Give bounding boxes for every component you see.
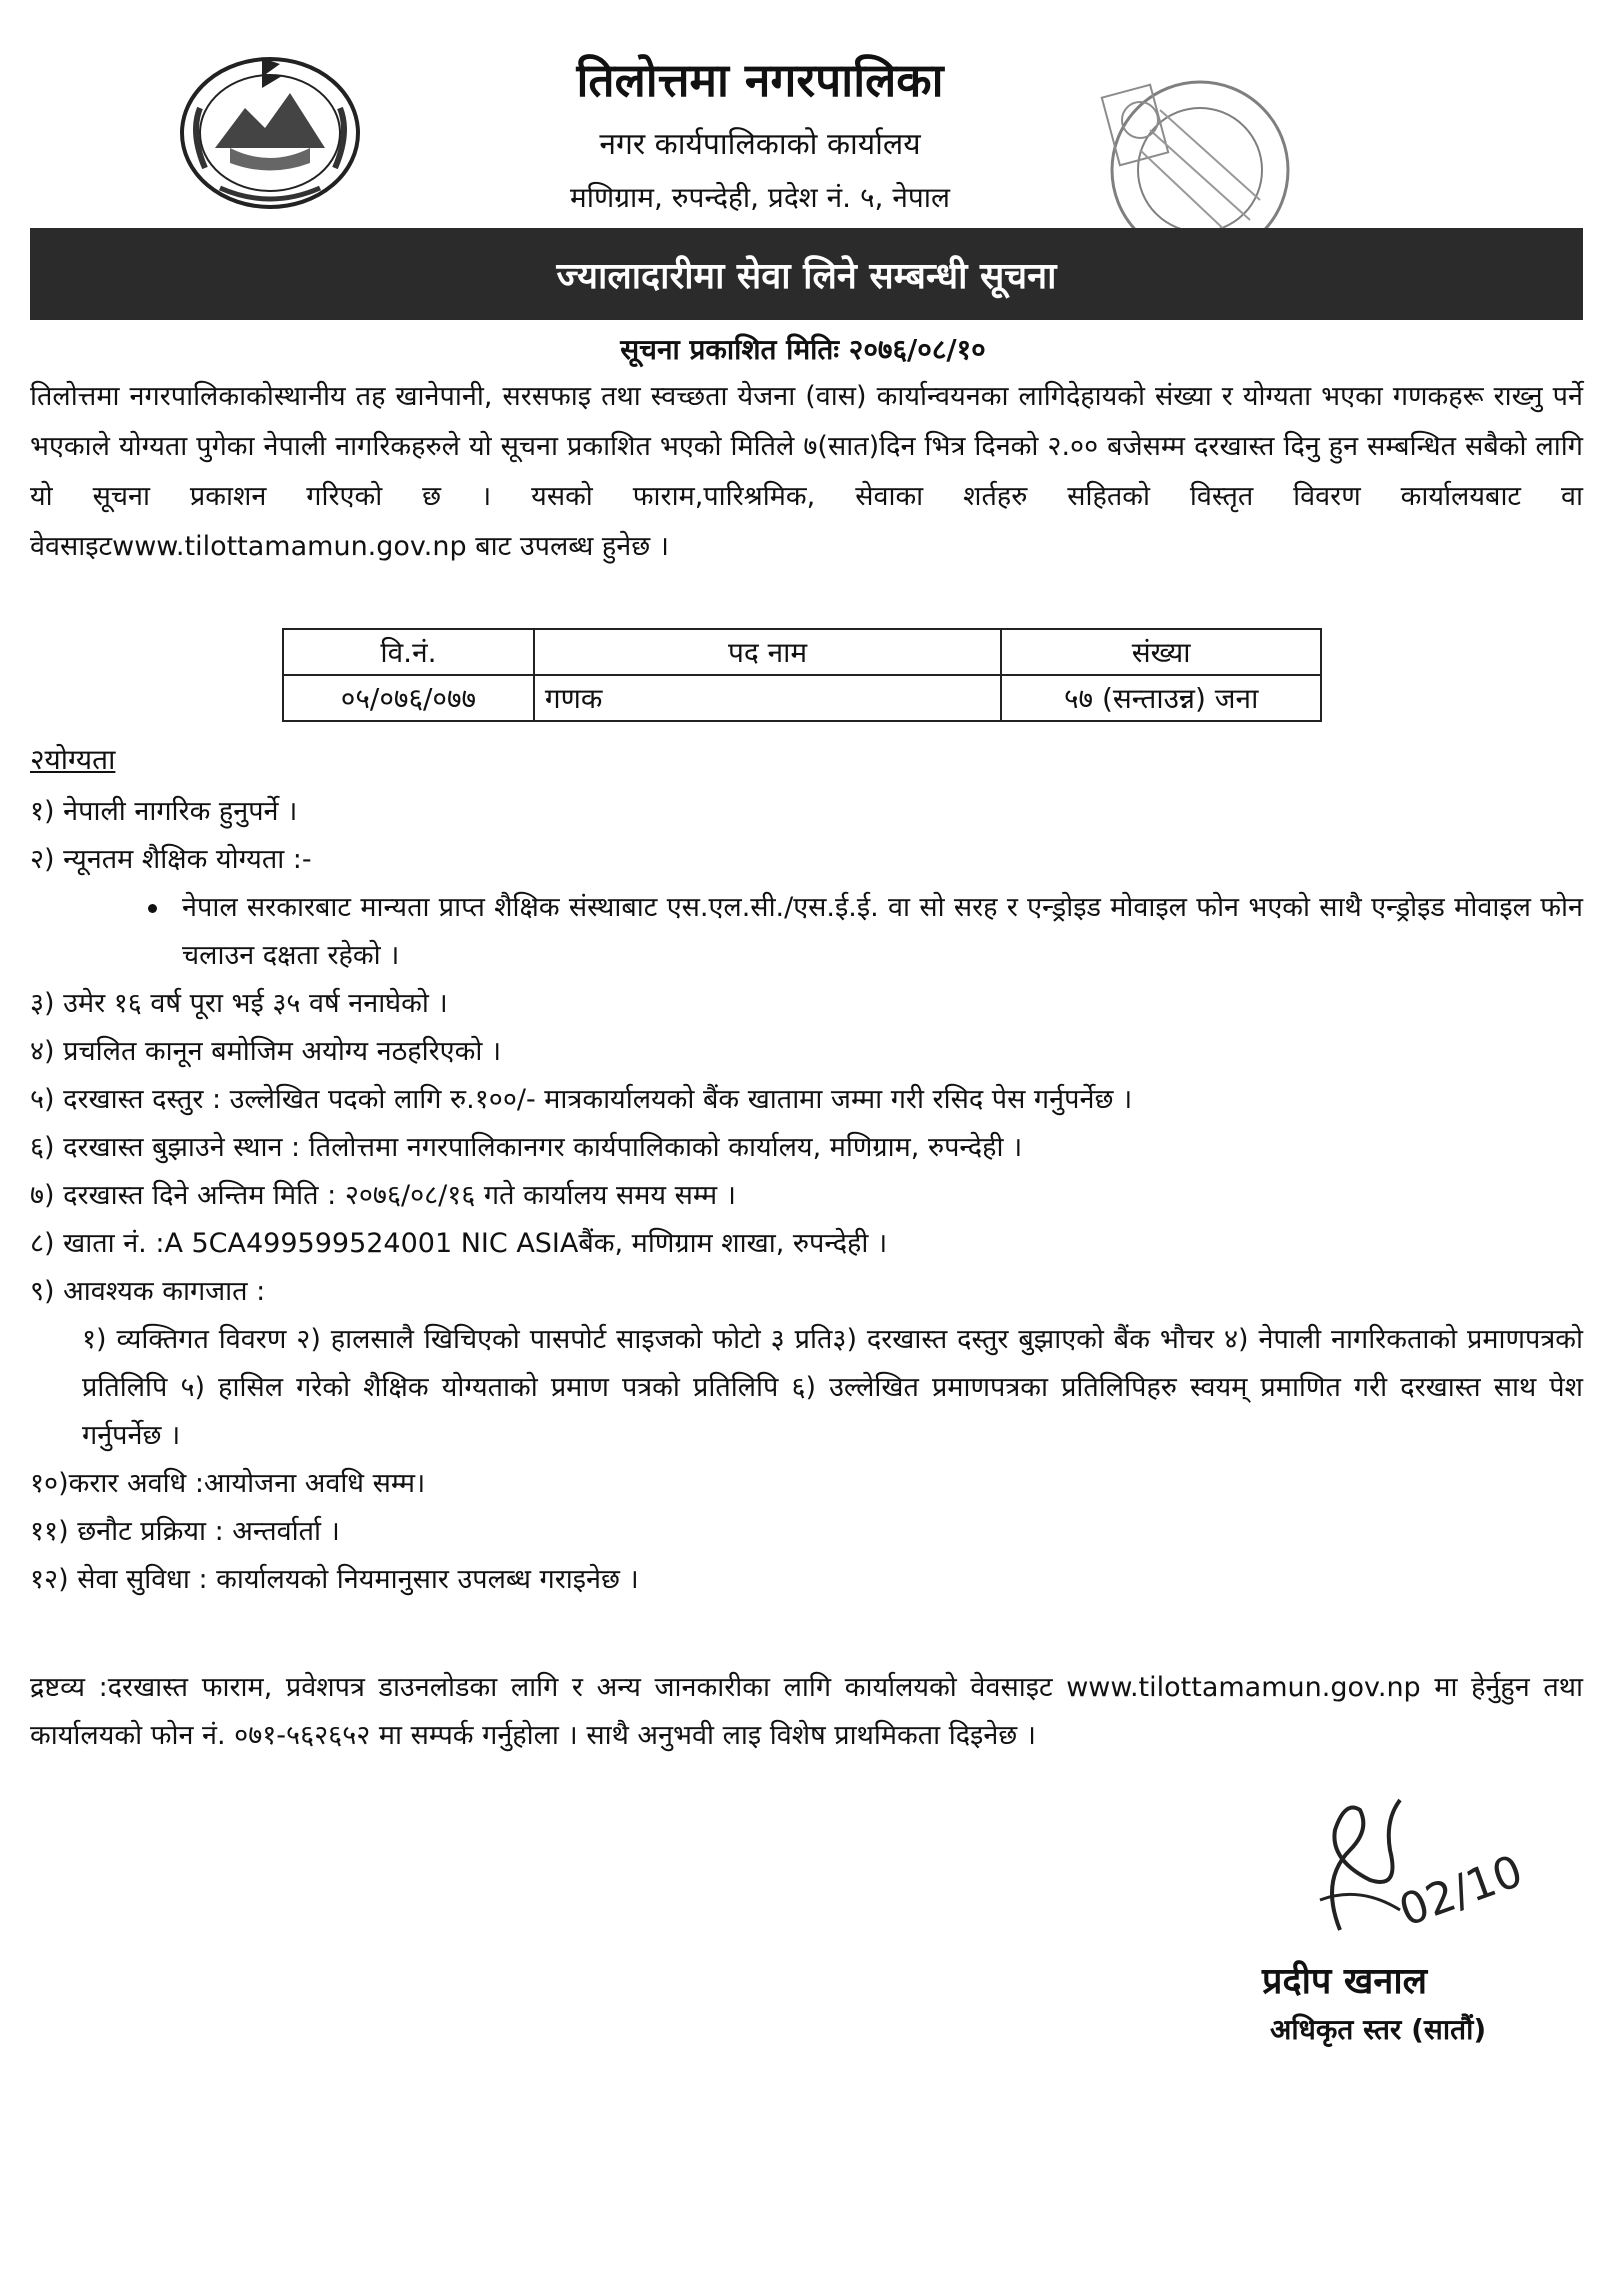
- required-documents: १) व्यक्तिगत विवरण २) हालसालै खिचिएको पासपोर्ट साइजको फोटो ३ प्रति३) दरखास्त दस्तुर बुझाएको बैंक भौचर ४) नेपाली नागरिकताको प्रमाणपत्रको प्रतिलिपि ५) हासिल गरेको शैक्षिक योग्यताको प्रमाण पत्रको प्रतिलिपि ६) उल्लेखित प्रमाणपत्रका प्रतिलिपिहरु स्वयम् प्रमाणित गरी दरखास्त साथ पेश गर्नुपर्नेछ ।: [82, 1324, 1583, 1451]
- list-item: ८) खाता नं. :A 5CA499599524001 NIC ASIAबैंक, मणिग्राम शाखा, रुपन्देही ।: [30, 1228, 888, 1259]
- list-item: २) न्यूनतम शैक्षिक योग्यता :-: [30, 844, 312, 875]
- intro-paragraph: तिलोत्तमा नगरपालिकाकोस्थानीय तह खानेपानी, सरसफाइ तथा स्वच्छता येजना (वास) कार्यान्वयनका लागिदेहायको संख्या र योग्यता भएका गणकहरू राख्नु पर्ने भएकाले योग्यता पुगेका नेपाली नागरिकहरुले यो सूचना प्रकाशित भएको मितिले ७(सात)दिन भित्र दिनको २.०० बजेसम्म दरखास्त दिनु हुन सम्बन्धित सबैको लागि यो सूचना प्रकाशन गरिएको छ । यसको फाराम,पारिश्रमिक, सेवाका शर्तहरु सहितको विस्तृत विवरण कार्यालयबाट वा वेवसाइटwww.tilottamamun.gov.np बाट उपलब्ध हुनेछ ।: [30, 381, 1583, 562]
- list-item: ६) दरखास्त बुझाउने स्थान : तिलोत्तमा नगरपालिकानगर कार्यपालिकाको कार्यालय, मणिग्राम, रुपन्देही ।: [30, 1132, 1023, 1163]
- table-row: [283, 675, 1321, 721]
- note-paragraph: द्रष्टव्य :दरखास्त फाराम, प्रवेशपत्र डाउनलोडका लागि र अन्य जानकारीका लागि कार्यालयको वेवसाइट www.tilottamamun.gov.np मा हेर्नुहुन तथा कार्यालयको फोन नं. ०७१-५६२६५२ मा सम्पर्क गर्नुहोला । साथै अनुभवी लाइ विशेष प्राथमिकता दिइनेछ ।: [30, 1672, 1583, 1751]
- table-header-row: [283, 629, 1321, 675]
- nepal-government-emblem-icon: [170, 38, 370, 216]
- handwritten-signature-icon: [1250, 1790, 1550, 1940]
- signatory-post: अधिकृत स्तर (सातौं): [1270, 2013, 1487, 2046]
- notice-title: ज्यालादारीमा सेवा लिने सम्बन्धी सूचना: [556, 255, 1057, 297]
- published-date: सूचना प्रकाशित मितिः २०७६/०८/१०: [620, 333, 986, 366]
- table-header: संख्या: [1001, 629, 1321, 675]
- table-cell: ५७ (सन्ताउन्न) जना: [1001, 675, 1321, 721]
- list-item: ७) दरखास्त दिने अन्तिम मिति : २०७६/०८/१६ गते कार्यालय समय सम्म ।: [30, 1180, 736, 1211]
- list-item: ४) प्रचलित कानून बमोजिम अयोग्य नठहरिएको ।: [30, 1036, 502, 1067]
- list-item: ११) छनौट प्रक्रिया : अन्तर्वार्ता ।: [30, 1516, 340, 1547]
- notice-title-banner: [30, 228, 1583, 320]
- list-bullet: नेपाल सरकारबाट मान्यता प्राप्त शैक्षिक संस्थाबाट एस.एल.सी./एस.ई.ई. वा सो सरह र एन्ड्रोइड मोवाइल फोन भएको साथै एन्ड्रोइड मोवाइल फोन चलाउन दक्षता रहेको ।: [140, 884, 1583, 980]
- list-item: १२) सेवा सुविधा : कार्यालयको नियमानुसार उपलब्ध गराइनेछ ।: [30, 1564, 639, 1595]
- qualification-heading: २योग्यता: [30, 743, 116, 776]
- table-header: वि.नं.: [283, 629, 534, 675]
- list-item: ९) आवश्यक कागजात :: [30, 1276, 266, 1307]
- signatory-name: प्रदीप खनाल: [1262, 1960, 1428, 2002]
- list-item: ३) उमेर १६ वर्ष पूरा भई ३५ वर्ष ननाघेको ।: [30, 988, 448, 1019]
- vacancy-table: [282, 628, 1322, 722]
- office-title: तिलोत्तमा नगरपालिका: [576, 53, 944, 107]
- office-subtitle: नगर कार्यपालिकाको कार्यालय: [599, 127, 921, 162]
- list-item: १) नेपाली नागरिक हुनुपर्ने ।: [30, 796, 298, 827]
- handwritten-date: 02/10: [1392, 1845, 1530, 1937]
- qualification-list: [30, 788, 1583, 1604]
- table-header: पद नाम: [534, 629, 1001, 675]
- list-item: ५) दरखास्त दस्तुर : उल्लेखित पदको लागि रु.१००/- मात्रकार्यालयको बैंक खातामा जम्मा गरी रसिद पेस गर्नुपर्नेछ ।: [30, 1084, 1133, 1115]
- list-item: १०)करार अवधि :आयोजना अवधि सम्म।: [30, 1468, 426, 1499]
- table-cell: ०५/०७६/०७७: [283, 675, 534, 721]
- table-cell: गणक: [534, 675, 1001, 721]
- office-address: मणिग्राम, रुपन्देही, प्रदेश नं. ५, नेपाल: [569, 181, 951, 214]
